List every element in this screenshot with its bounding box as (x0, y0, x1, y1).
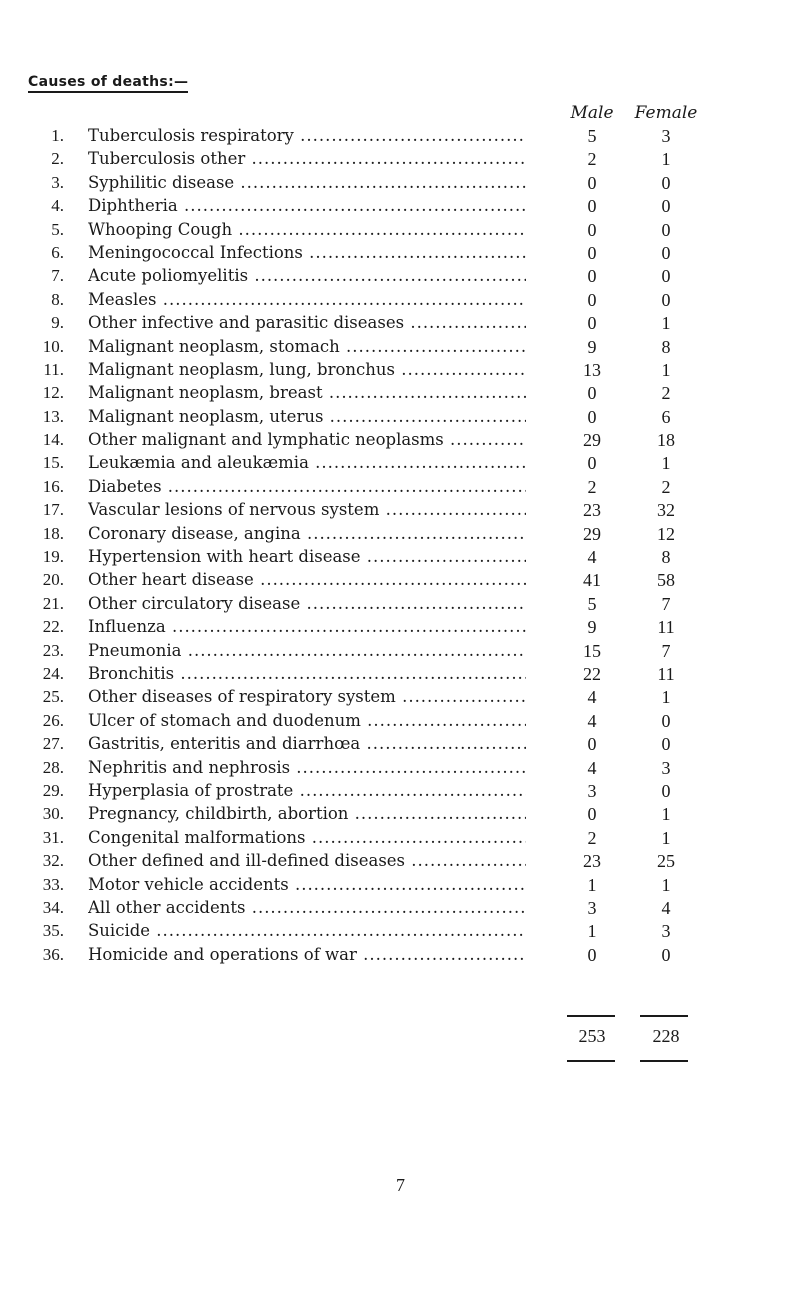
female-count: 1 (661, 687, 671, 708)
row-number: 23. (42, 640, 64, 660)
female-count: 1 (661, 149, 671, 170)
female-count: 1 (661, 359, 671, 380)
cause-label: Homicide and operations of war ..... (88, 945, 526, 964)
table-row (0, 477, 801, 500)
cause-label: Other defined and ill-defined diseases ..... (88, 851, 526, 870)
table-row (0, 500, 801, 523)
female-count: 11 (657, 617, 675, 638)
row-number: 28. (42, 757, 64, 777)
female-count: 0 (661, 780, 671, 801)
row-number: 16. (42, 476, 64, 496)
male-count: 23 (583, 851, 601, 872)
cause-label: Pneumonia ..... (88, 641, 526, 660)
row-number: 3. (51, 172, 64, 192)
table-row (0, 149, 801, 172)
row-number: 26. (42, 710, 64, 730)
female-count: 25 (657, 851, 675, 872)
cause-label: Whooping Cough ..... (88, 220, 526, 239)
row-number: 24. (42, 663, 64, 683)
male-count: 3 (587, 897, 597, 918)
female-count: 8 (661, 336, 671, 357)
female-count: 2 (661, 383, 671, 404)
male-count: 0 (587, 172, 597, 193)
male-column-header: Male (570, 103, 614, 123)
table-row (0, 360, 801, 383)
row-number: 9. (51, 313, 64, 333)
total-bottom-rule-female (640, 1060, 688, 1062)
female-count: 0 (661, 219, 671, 240)
row-number: 15. (42, 453, 64, 473)
table-row (0, 453, 801, 476)
table-row (0, 804, 801, 827)
row-number: 32. (42, 851, 64, 871)
table-row (0, 173, 801, 196)
table-row (0, 617, 801, 640)
male-count: 0 (587, 313, 597, 334)
female-count: 1 (661, 453, 671, 474)
female-count: 58 (657, 570, 675, 591)
female-count: 32 (657, 500, 675, 521)
male-count: 5 (587, 593, 597, 614)
total-bottom-rule-male (567, 1060, 615, 1062)
row-number: 17. (42, 500, 64, 520)
table-row (0, 126, 801, 149)
page-heading: Causes of deaths:— (28, 74, 188, 93)
table-row (0, 430, 801, 453)
row-number: 1. (51, 126, 64, 145)
cause-label: Leukæmia and aleukæmia ..... (88, 453, 526, 472)
cause-label: Other diseases of respiratory system ..... (88, 687, 526, 706)
female-count: 4 (661, 897, 671, 918)
row-number: 10. (42, 336, 64, 356)
male-count: 4 (587, 710, 597, 731)
table-row (0, 851, 801, 874)
female-count: 18 (657, 430, 675, 451)
female-count: 0 (661, 172, 671, 193)
cause-label: Malignant neoplasm, stomach ..... (88, 337, 526, 356)
cause-label: Tuberculosis respiratory ..... (88, 126, 526, 145)
table-row (0, 290, 801, 313)
row-number: 13. (42, 406, 64, 426)
row-number: 19. (42, 547, 64, 567)
male-count: 0 (587, 289, 597, 310)
cause-label: Coronary disease, angina ..... (88, 524, 526, 543)
cause-label: Hyperplasia of prostrate ..... (88, 781, 526, 800)
total-top-rule-female (640, 1015, 688, 1017)
table-row (0, 337, 801, 360)
male-count: 2 (587, 827, 597, 848)
male-count: 29 (583, 430, 601, 451)
table-row (0, 266, 801, 289)
cause-label: Pregnancy, childbirth, abortion ..... (88, 804, 526, 823)
male-count: 4 (587, 757, 597, 778)
female-count: 0 (661, 196, 671, 217)
row-number: 22. (42, 617, 64, 637)
male-count: 4 (587, 687, 597, 708)
male-count: 13 (583, 359, 601, 380)
row-number: 18. (42, 523, 64, 543)
male-count: 0 (587, 242, 597, 263)
female-count: 12 (657, 523, 675, 544)
cause-label: Motor vehicle accidents ..... (88, 875, 526, 894)
female-count: 1 (661, 804, 671, 825)
male-count: 0 (587, 219, 597, 240)
cause-label: Syphilitic disease ..... (88, 173, 526, 192)
row-number: 5. (51, 219, 64, 239)
table-row (0, 570, 801, 593)
male-count: 2 (587, 149, 597, 170)
table-row (0, 383, 801, 406)
cause-label: Diabetes ..... (88, 477, 526, 496)
cause-label: Gastritis, enteritis and diarrhœa ..... (88, 734, 526, 753)
row-number: 7. (51, 266, 64, 286)
table-row (0, 711, 801, 734)
male-count: 9 (587, 617, 597, 638)
cause-label: Tuberculosis other ..... (88, 149, 526, 168)
row-number: 30. (42, 804, 64, 824)
row-number: 33. (42, 874, 64, 894)
male-count: 1 (587, 874, 597, 895)
table-row (0, 641, 801, 664)
cause-label: Nephritis and nephrosis ..... (88, 758, 526, 777)
row-number: 35. (42, 921, 64, 941)
male-count: 23 (583, 500, 601, 521)
female-count: 0 (661, 289, 671, 310)
male-count: 0 (587, 734, 597, 755)
female-count: 2 (661, 476, 671, 497)
row-number: 14. (42, 430, 64, 450)
table-row (0, 594, 801, 617)
male-count: 0 (587, 196, 597, 217)
female-total: 228 (652, 1026, 680, 1046)
cause-label: Other heart disease ..... (88, 570, 526, 589)
row-number: 21. (42, 593, 64, 613)
cause-label: Measles ..... (88, 290, 526, 309)
page-number: 7 (396, 1175, 405, 1195)
table-row (0, 734, 801, 757)
cause-label: Other circulatory disease ..... (88, 594, 526, 613)
table-row (0, 945, 801, 968)
cause-label: Malignant neoplasm, uterus ..... (88, 407, 526, 426)
cause-label: Diphtheria ..... (88, 196, 526, 215)
cause-label: Other infective and parasitic diseases ..... (88, 313, 526, 332)
male-count: 0 (587, 383, 597, 404)
cause-label: Vascular lesions of nervous system ..... (88, 500, 526, 519)
table-row (0, 196, 801, 219)
male-count: 29 (583, 523, 601, 544)
male-count: 2 (587, 476, 597, 497)
female-count: 1 (661, 313, 671, 334)
row-number: 29. (42, 780, 64, 800)
row-number: 8. (51, 289, 64, 309)
table-row (0, 313, 801, 336)
female-count: 6 (661, 406, 671, 427)
row-number: 25. (42, 687, 64, 707)
male-count: 0 (587, 406, 597, 427)
male-total: 253 (578, 1026, 606, 1046)
male-count: 1 (587, 921, 597, 942)
table-row (0, 898, 801, 921)
table-row (0, 407, 801, 430)
row-number: 20. (42, 570, 64, 590)
female-count: 1 (661, 874, 671, 895)
row-number: 6. (51, 242, 64, 262)
table-row (0, 547, 801, 570)
cause-label: Ulcer of stomach and duodenum ..... (88, 711, 526, 730)
female-count: 7 (661, 640, 671, 661)
female-count: 0 (661, 734, 671, 755)
row-number: 34. (42, 897, 64, 917)
female-column-header: Female (634, 103, 698, 123)
cause-label: All other accidents ..... (88, 898, 526, 917)
female-count: 3 (661, 921, 671, 942)
cause-label: Malignant neoplasm, breast ..... (88, 383, 526, 402)
row-number: 36. (42, 944, 64, 964)
female-count: 8 (661, 547, 671, 568)
female-count: 0 (661, 944, 671, 965)
row-number: 27. (42, 734, 64, 754)
table-row (0, 687, 801, 710)
row-number: 12. (42, 383, 64, 403)
female-count: 1 (661, 827, 671, 848)
male-count: 3 (587, 780, 597, 801)
table-row (0, 220, 801, 243)
cause-label: Hypertension with heart disease ..... (88, 547, 526, 566)
cause-label: Congenital malformations ..... (88, 828, 526, 847)
male-count: 9 (587, 336, 597, 357)
male-count: 41 (583, 570, 601, 591)
male-count: 15 (583, 640, 601, 661)
cause-label: Bronchitis ..... (88, 664, 526, 683)
row-number: 11. (43, 359, 64, 379)
cause-label: Influenza ..... (88, 617, 526, 636)
male-count: 22 (583, 663, 601, 684)
cause-label: Meningococcal Infections ..... (88, 243, 526, 262)
male-count: 5 (587, 126, 597, 146)
table-row (0, 875, 801, 898)
table-row (0, 781, 801, 804)
cause-label: Other malignant and lymphatic neoplasms ..... (88, 430, 526, 449)
table-row (0, 828, 801, 851)
table-row (0, 243, 801, 266)
male-count: 0 (587, 266, 597, 287)
female-count: 0 (661, 266, 671, 287)
male-count: 0 (587, 453, 597, 474)
female-count: 0 (661, 242, 671, 263)
female-count: 7 (661, 593, 671, 614)
female-count: 3 (661, 126, 671, 146)
male-count: 0 (587, 804, 597, 825)
male-count: 0 (587, 944, 597, 965)
cause-label: Malignant neoplasm, lung, bronchus ..... (88, 360, 526, 379)
female-count: 3 (661, 757, 671, 778)
table-row (0, 921, 801, 944)
male-count: 4 (587, 547, 597, 568)
row-number: 31. (42, 827, 64, 847)
table-row (0, 758, 801, 781)
total-top-rule-male (567, 1015, 615, 1017)
table-row (0, 524, 801, 547)
row-number: 4. (51, 196, 64, 216)
causes-table (0, 126, 801, 968)
cause-label: Acute poliomyelitis ..... (88, 266, 526, 285)
female-count: 11 (657, 663, 675, 684)
row-number: 2. (51, 149, 64, 169)
female-count: 0 (661, 710, 671, 731)
cause-label: Suicide ..... (88, 921, 526, 940)
table-row (0, 664, 801, 687)
